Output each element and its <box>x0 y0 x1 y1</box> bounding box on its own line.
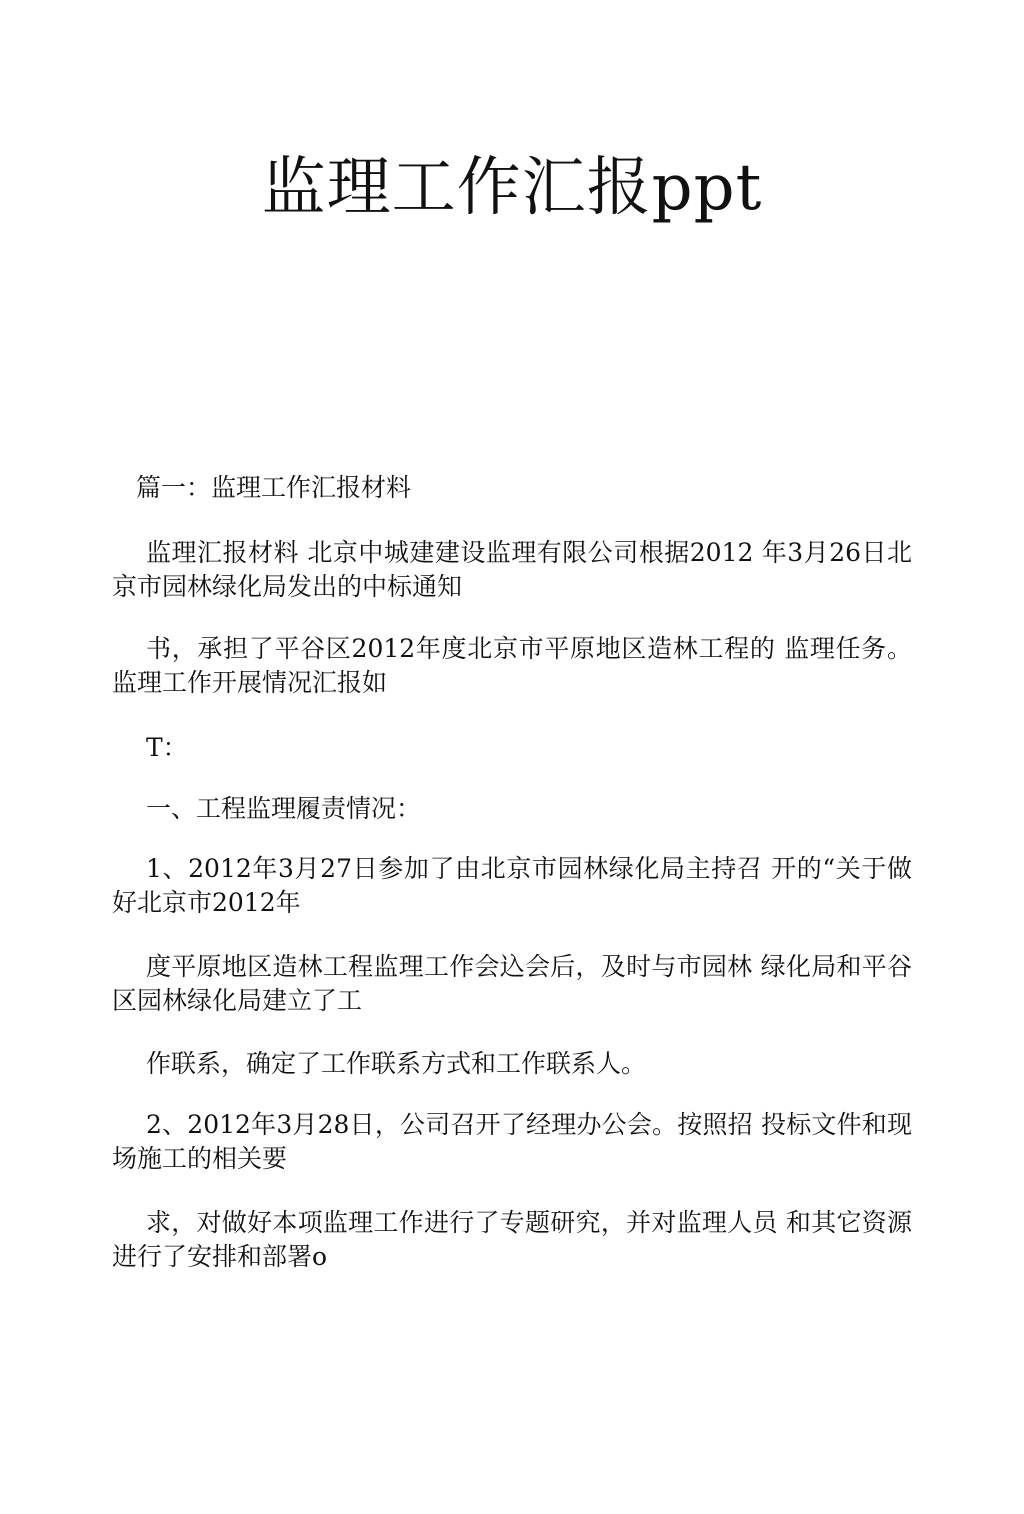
document-title: 监理工作汇报ppt <box>261 151 763 225</box>
paragraph: 求，对做好本项监理工作进行了专题研究，并对监理人员 和其它资源进行了安排和部署o <box>112 1208 912 1271</box>
section-heading: 篇一：监理工作汇报材料 <box>136 473 412 502</box>
paragraph: 度平原地区造林工程监理工作会込会后，及时与市园林 绿化局和平谷区园林绿化局建立了工 <box>112 952 912 1015</box>
paragraph: 一、工程监理履责情况： <box>146 794 422 823</box>
paragraph: 2、2012年3月28日，公司召开了经理办公会。按照招 投标文件和现场施工的相关要 <box>112 1110 912 1173</box>
paragraph: 1、2012年3月27日参加了由北京市园林绿化局主持召 开的“关于做好北京市2012年 <box>112 854 912 917</box>
paragraph: 监理汇报材料 北京中城建建设监理有限公司根据2012 年3月26日北京市园林绿化局发出的中标通知 <box>112 538 912 601</box>
paragraph: 书，承担了平谷区2012年度北京市平原地区造林工程的 监理任务。监理工作开展情况汇报如 <box>112 634 912 697</box>
paragraph: T： <box>146 733 188 762</box>
paragraph: 作联系，确定了工作联系方式和工作联系人。 <box>146 1049 647 1078</box>
